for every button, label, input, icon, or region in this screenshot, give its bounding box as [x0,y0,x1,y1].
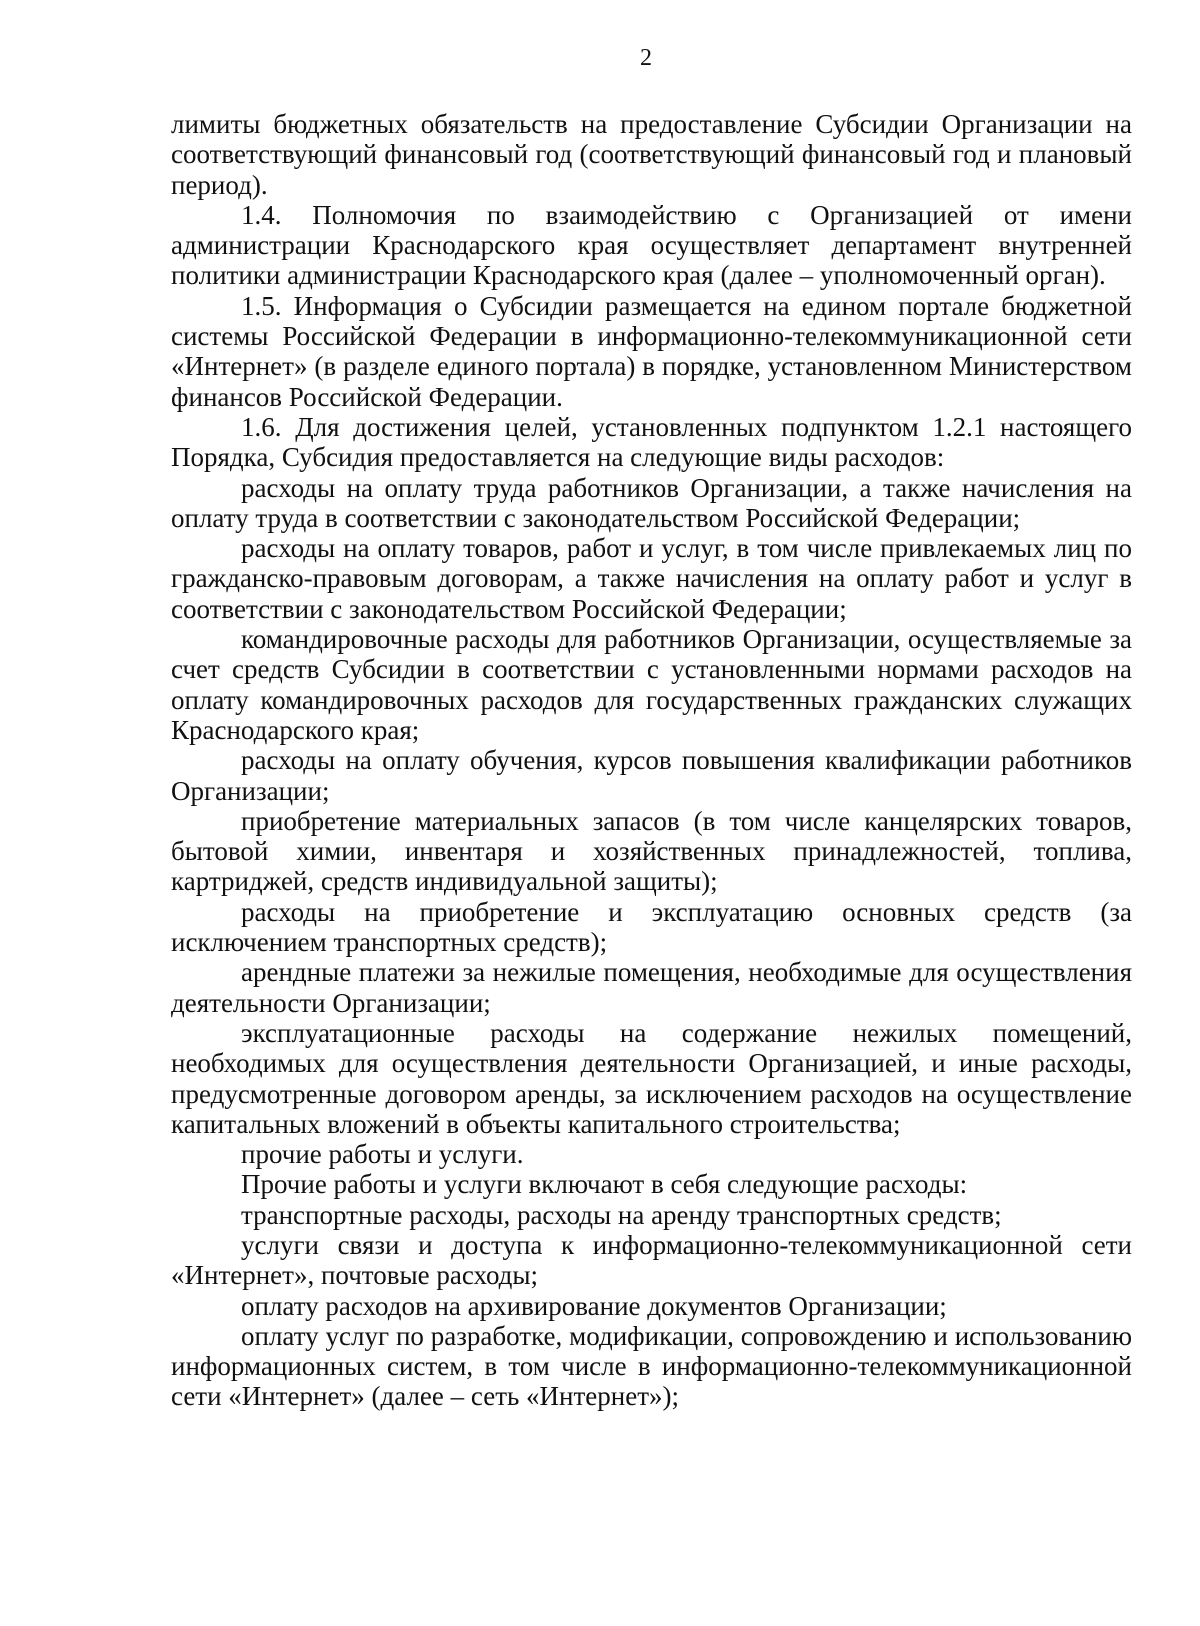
expense-item-maintenance: эксплуатационные расходы на содержание нежилых помещений, необходимых для осуществления деятельности Организацией, и иные расходы, предусмотренные договором аренды, за исключением расходов на осуществление капитальных вложений в объекты капитального строительства; [171,1017,1132,1139]
paragraph-1-4: 1.4. Полномочия по взаимодействию с Организацией от имени администрации Краснодарского края осуществляет департамент внутренней политики администрации Краснодарского края (далее – уполномоченный орган). [171,199,1132,291]
paragraph-1-6: 1.6. Для достижения целей, установленных подпунктом 1.2.1 настоящего Порядка, Субсидия предоставляется на следующие виды расходов: [171,411,1132,473]
expense-item-training: расходы на оплату обучения, курсов повышения квалификации работников Организации; [171,745,1132,806]
document-body [171,109,1132,1412]
paragraph-limits-continuation: лимиты бюджетных обязательств на предоставление Субсидии Организации на соответствующий финансовый год (соответствующий финансовый год и плановый период). [171,109,1132,200]
expense-item-fixed-assets: расходы на приобретение и эксплуатацию основных средств (за исключением транспортных средств); [171,896,1132,958]
expense-item-labor: расходы на оплату труда работников Организации, а также начисления на оплату труда в соответствии с законодательством Российской Федерации; [171,472,1132,533]
other-expense-communications: услуги связи и доступа к информационно-телекоммуникационной сети «Интернет», почтовые расходы; [171,1229,1132,1291]
other-expense-transport: транспортные расходы, расходы на аренду транспортных средств; [241,1199,1002,1230]
expense-item-other: прочие работы и услуги. [241,1139,524,1170]
other-expenses-intro: Прочие работы и услуги включают в себя следующие расходы: [241,1169,968,1200]
expense-item-goods-services: расходы на оплату товаров, работ и услуг, в том числе привлекаемых лиц по гражданско-правовым договорам, а также начисления на оплату работ и услуг в соответствии с законодательством Российской Федерации; [171,533,1132,624]
other-expense-archiving: оплату расходов на архивирование документов Организации; [241,1290,947,1321]
paragraph-1-5: 1.5. Информация о Субсидии размещается на едином портале бюджетной системы Российской Федерации в информационно-телекоммуникационной сети «Интернет» (в разделе единого портала) в порядке, установленном Министерством финансов Российской Федерации. [171,290,1132,412]
expense-item-materials: приобретение материальных запасов (в том числе канцелярских товаров, бытовой химии, инвентаря и хозяйственных принадлежностей, топлива, картриджей, средств индивидуальной защиты); [171,805,1132,897]
expense-item-rent: арендные платежи за нежилые помещения, необходимые для осуществления деятельности Организации; [171,957,1132,1018]
other-expense-information-systems: оплату услуг по разработке, модификации, сопровождению и использованию информационных систем, в том числе в информационно-телекоммуникационной сети «Интернет» (далее – сеть «Интернет»); [171,1320,1132,1412]
page-number: 2 [640,45,652,71]
expense-item-travel: командировочные расходы для работников Организации, осуществляемые за счет средств Субсидии в соответствии с установленными нормами расходов на оплату командировочных расходов для государственных гражданских служащих Краснодарского края; [171,624,1132,745]
